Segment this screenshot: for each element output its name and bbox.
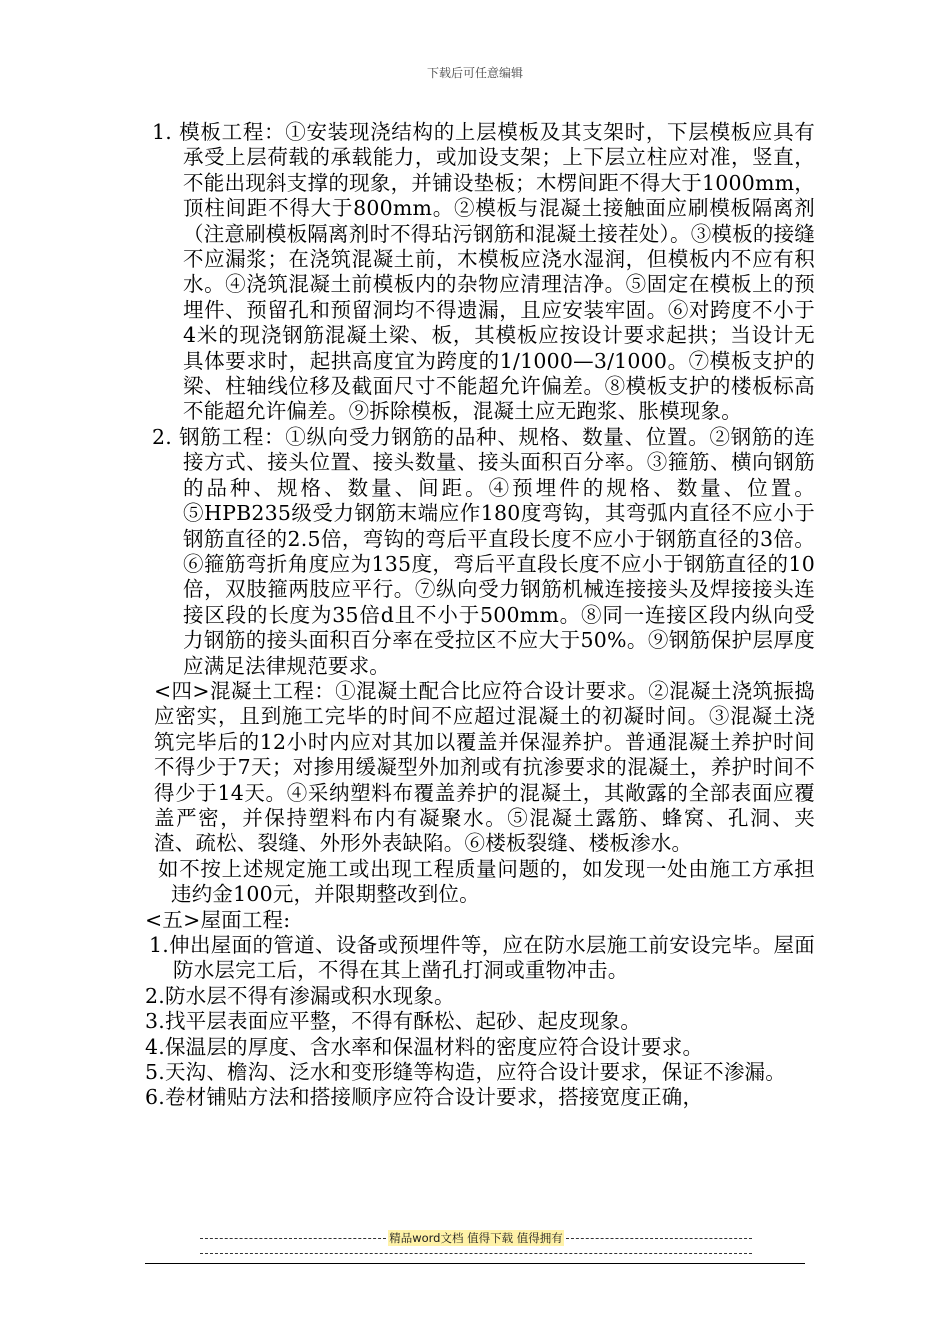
roof-item-4: 4.保温层的厚度、含水率和保温材料的密度应符合设计要求。: [145, 1034, 704, 1059]
footer-title: 精品word文档 值得下载 值得拥有: [389, 1231, 563, 1245]
footer-dash-left: [200, 1238, 386, 1239]
footer-watermark: [200, 1230, 752, 1254]
roof-item-2: 2.防水层不得有渗漏或积水现象。: [145, 983, 455, 1008]
roof-item-3: 3.找平层表面应平整，不得有酥松、起砂、起皮现象。: [145, 1009, 642, 1034]
footer-dash-right: [566, 1238, 752, 1239]
document-body: [145, 120, 815, 1111]
section-heading-roofing: <五>屋面工程:: [145, 907, 291, 932]
footer-title-row: [200, 1230, 752, 1246]
page-header: 下载后可任意编辑: [426, 66, 523, 80]
footer-rule: [145, 1263, 805, 1264]
roof-item-5: 5.天沟、檐沟、泛水和变形缝等构造，应符合设计要求，保证不渗漏。: [145, 1060, 786, 1085]
paragraph-rebar: 2. 钢筋工程：①纵向受力钢筋的品种、规格、数量、位置。②钢筋的连接方式、接头位置、接头数量、接头面积百分率。③箍筋、横向钢筋的品种、规格、数量、间距。④预埋件的规格、数量、位置。⑤HPB235级受力钢筋末端应作180度弯钩，其弯弧内直径不应小于钢筋直径的2.5倍，弯钩的弯后平直段长度不应小于钢筋直径的3倍。⑥箍筋弯折角度应为135度，弯后平直段长度不应小于钢筋直径的10倍，双肢箍两肢应平行。⑦纵向受力钢筋机械连接接头及焊接接头连接区段的长度为35倍d且不小于500mm。⑧同一连接区段内纵向受力钢筋的接头面积百分率在受拉区不应大于50%。⑨钢筋保护层厚度应满足法律规范要求。: [152, 424, 815, 678]
roof-item-1: 1.伸出屋面的管道、设备或预埋件等，应在防水层施工前安设完毕。屋面防水层完工后，不得在其上凿孔打洞或重物冲击。: [149, 933, 815, 983]
paragraph-formwork: 1. 模板工程：①安装现浇结构的上层模板及其支架时，下层模板应具有承受上层荷载的承载能力，或加设支架；上下层立柱应对准，竖直，不能出现斜支撑的现象，并铺设垫板；木楞间距不得大于1000mm，顶柱间距不得大于800mm。②模板与混凝土接触面应刷模板隔离剂（注意刷模板隔离剂时不得玷污钢筋和混凝土接茬处）。③模板的接缝不应漏浆；在浇筑混凝土前，木模板应浇水湿润，但模板内不应有积水。④浇筑混凝土前模板内的杂物应清理洁净。⑤固定在模板上的预埋件、预留孔和预留洞均不得遗漏，且应安装牢固。⑥对跨度不小于4米的现浇钢筋混凝土梁、板，其模板应按设计要求起拱；当设计无具体要求时，起拱高度宜为跨度的1/1000—3/1000。⑦模板支护的梁、柱轴线位移及截面尺寸不能超允许偏差。⑧模板支护的楼板标高不能超允许偏差。⑨拆除模板，混凝土应无跑浆、胀模现象。: [152, 120, 815, 424]
footer-dash-line: [200, 1253, 752, 1254]
paragraph-penalty: 如不按上述规定施工或出现工程质量问题的，如发现一处由施工方承担违约金100元，并限期整改到位。: [158, 856, 815, 907]
roof-item-6: 6.卷材铺贴方法和搭接顺序应符合设计要求，搭接宽度正确，: [145, 1085, 704, 1110]
paragraph-concrete: <四>混凝土工程：①混凝土配合比应符合设计要求。②混凝土浇筑振捣应密实，且到施工完毕的时间不应超过混凝土的初凝时间。③混凝土浇筑完毕后的12小时内应对其加以覆盖并保湿养护。普通混凝土养护时间不得少于7天；对掺用缓凝型外加剂或有抗渗要求的混凝土，养护时间不得少于14天。④采纳塑料布覆盖养护的混凝土，其敞露的全部表面应覆盖严密，并保持塑料布内有凝聚水。⑤混凝土露筋、蜂窝、孔洞、夹渣、疏松、裂缝、外形外表缺陷。⑥楼板裂缝、楼板渗水。: [154, 678, 815, 856]
